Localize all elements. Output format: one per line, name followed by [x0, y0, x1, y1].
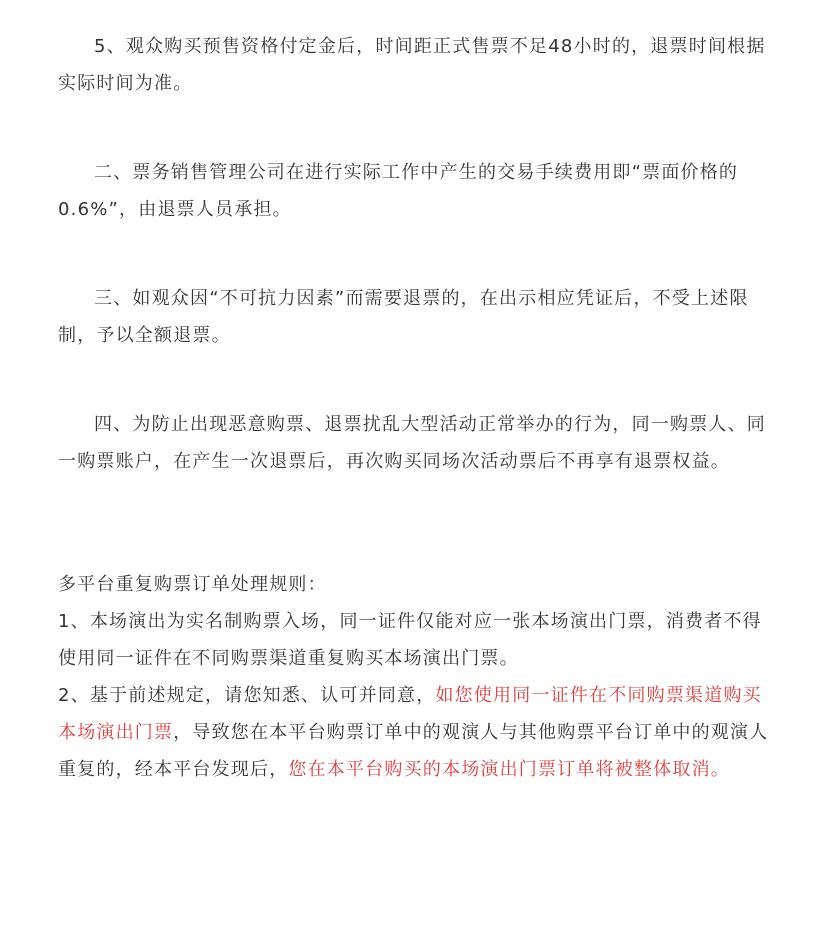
paragraph-gap — [58, 228, 776, 280]
rules-title: 多平台重复购票订单处理规则： — [58, 574, 327, 595]
rule-item-2 — [58, 677, 776, 788]
paragraph-transaction-fee: 二、票务销售管理公司在进行实际工作中产生的交易手续费用即“票面价格的0.6%”，由退票人员承担。 — [58, 162, 739, 220]
rule-2-part-1: 2、基于前述规定，请您知悉、认可并同意， — [58, 685, 436, 706]
rule-2-highlight-1: 如您使用同一证件在不同购票渠道购买本场演出门票 — [58, 685, 762, 743]
document-body — [58, 28, 776, 788]
rule-item-1: 1、本场演出为实名制购票入场，同一证件仅能对应一张本场演出门票，消费者不得使用同一证件在不同购票渠道重复购买本场演出门票。 — [58, 611, 762, 669]
paragraph-gap — [58, 102, 776, 154]
paragraph-gap — [58, 354, 776, 406]
section-gap — [58, 480, 776, 566]
rule-2-highlight-2: 您在本平台购买的本场演出门票订单将被整体取消。 — [288, 759, 731, 780]
paragraph-presale-refund-time: 5、观众购买预售资格付定金后，时间距正式售票不足48小时的，退票时间根据实际时间为准。 — [58, 36, 766, 94]
paragraph-force-majeure: 三、如观众因“不可抗力因素”而需要退票的，在出示相应凭证后，不受上述限制，予以全额退票。 — [58, 288, 749, 346]
rule-2-part-3: ，导致您在本平台购票订单中的观演人与其他购票平台订单中的观演人重复的，经本平台发现后， — [58, 722, 769, 780]
paragraph-malicious-refund: 四、为防止出现恶意购票、退票扰乱大型活动正常举办的行为，同一购票人、同一购票账户，在产生一次退票后，再次购买同场次活动票后不再享有退票权益。 — [58, 414, 766, 472]
